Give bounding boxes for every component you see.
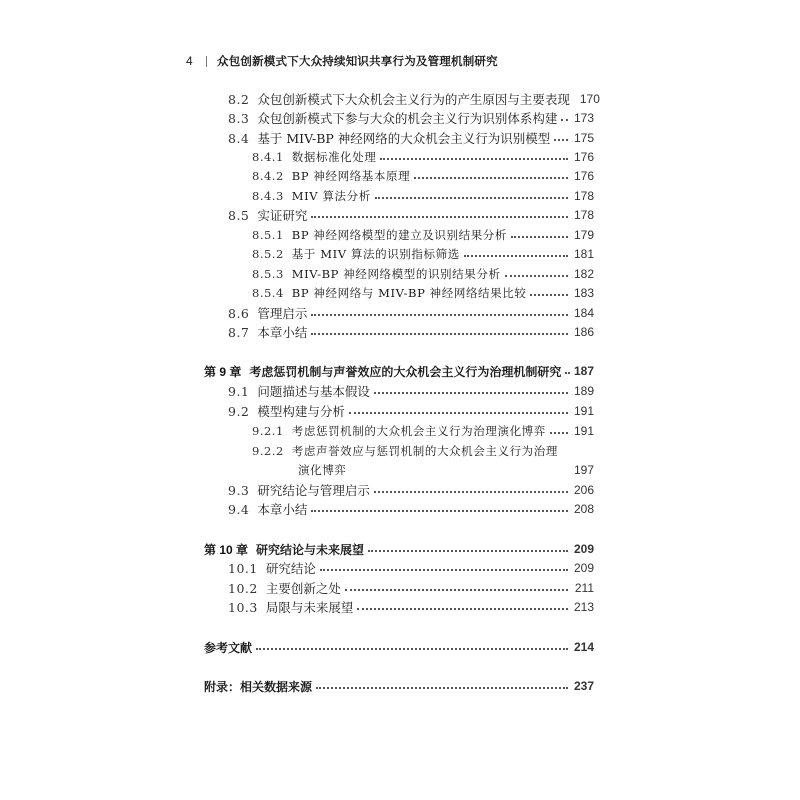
page-ref: 209 (573, 561, 594, 575)
section-number: 9.2 (228, 403, 250, 419)
toc-entry[interactable] (228, 128, 594, 148)
section-title: 考虑惩罚机制的大众机会主义行为治理演化博弈 (291, 424, 546, 438)
leader-dots (374, 380, 568, 394)
page-ref: 187 (573, 364, 594, 378)
references-title: 参考文献 (204, 640, 253, 655)
toc-entry[interactable] (252, 147, 594, 167)
running-header (186, 52, 498, 70)
section-title: 本章小结 (257, 325, 308, 340)
section-number: 10.3 (228, 599, 258, 615)
section-title: MIV 算法分析 (291, 189, 371, 203)
toc-references[interactable] (204, 637, 594, 657)
section-title: MIV-BP 神经网络模型的识别结果分析 (291, 267, 501, 281)
leader-dots (561, 107, 568, 121)
section-title: 研究结论与管理启示 (257, 483, 370, 498)
section-number: 9.3 (228, 482, 250, 498)
chapter-title: 研究结论与未来展望 (256, 542, 365, 557)
toc-entry[interactable] (252, 441, 594, 461)
leader-dots (505, 263, 568, 277)
page-ref: 197 (573, 463, 594, 477)
toc-entry[interactable] (228, 205, 594, 225)
leader-dots (311, 498, 568, 512)
section-number: 8.4 (228, 130, 250, 146)
toc-entry[interactable] (252, 186, 594, 206)
page-ref: 183 (573, 286, 594, 300)
section-number: 8.4.1 (252, 150, 284, 164)
section-number: 8.5.1 (252, 228, 284, 242)
page-ref: 206 (573, 483, 594, 497)
page-ref: 209 (573, 542, 594, 556)
leader-dots (464, 243, 568, 257)
leader-dots (565, 360, 568, 374)
page-ref: 173 (573, 111, 594, 125)
section-title: 研究结论 (265, 561, 316, 576)
page-ref: 208 (573, 502, 594, 516)
page-ref: 214 (573, 640, 594, 654)
page-ref: 178 (573, 189, 594, 203)
leader-dots (256, 636, 568, 650)
section-title: 众包创新模式下大众机会主义行为的产生原因与主要表现 (257, 92, 570, 107)
section-title: 主要创新之处 (265, 581, 341, 596)
section-number: 9.2.1 (252, 424, 284, 438)
leader-dots (345, 577, 568, 591)
chapter-number: 第 10 章 (204, 542, 249, 557)
toc-entry[interactable] (228, 381, 594, 401)
page-ref: 184 (573, 306, 594, 320)
toc-chapter-9[interactable] (204, 361, 594, 381)
section-title: BP 神经网络模型的建立及识别结果分析 (291, 228, 508, 242)
section-title: 演化博弈 (298, 463, 347, 477)
leader-dots (550, 420, 568, 434)
toc-entry[interactable] (228, 597, 594, 617)
section-title: 实证研究 (257, 208, 308, 223)
leader-dots (414, 165, 568, 179)
leader-dots (368, 538, 568, 552)
page-ref: 179 (573, 228, 594, 242)
toc-entry[interactable] (252, 166, 594, 186)
leader-dots (380, 146, 568, 160)
section-title: 基于 MIV-BP 神经网络的大众机会主义行为识别模型 (257, 131, 551, 146)
section-number: 8.5 (228, 207, 250, 223)
section-number: 9.4 (228, 501, 250, 517)
toc-entry[interactable] (228, 322, 594, 342)
leader-dots (311, 321, 568, 335)
toc-entry[interactable] (228, 89, 600, 109)
page-ref: 191 (573, 424, 594, 438)
section-title: 考虑声誉效应与惩罚机制的大众机会主义行为治理 (291, 444, 558, 458)
leader-dots (349, 400, 568, 414)
leader-dots (311, 302, 568, 316)
header-divider (206, 56, 207, 67)
section-number: 10.1 (228, 560, 258, 576)
section-number: 8.5.3 (252, 267, 284, 281)
section-number: 8.4.2 (252, 169, 284, 183)
section-number: 8.3 (228, 110, 250, 126)
leader-dots (511, 224, 568, 238)
toc-entry[interactable] (252, 264, 594, 284)
leader-dots (357, 596, 568, 610)
page-ref: 189 (573, 384, 594, 398)
toc-entry[interactable] (252, 225, 594, 245)
leader-spacer (562, 441, 568, 453)
leader-dots (375, 185, 568, 199)
page-ref: 170 (579, 92, 600, 106)
page-ref: 211 (574, 581, 594, 595)
toc-entry[interactable] (228, 480, 594, 500)
section-number: 8.5.2 (252, 247, 284, 261)
toc-entry[interactable] (252, 421, 594, 441)
section-number: 8.5.4 (252, 286, 284, 300)
leader-dots (320, 557, 568, 571)
toc-chapter-10[interactable] (204, 539, 594, 559)
leader-spacer (350, 460, 568, 472)
page-ref: 191 (573, 404, 594, 418)
page-number: 4 (186, 54, 193, 68)
section-title: 模型构建与分析 (257, 404, 345, 419)
page-ref: 237 (573, 679, 594, 693)
page-ref: 186 (573, 325, 594, 339)
chapter-title: 考虑惩罚机制与声誉效应的大众机会主义行为治理机制研究 (249, 364, 562, 379)
leader-dots (530, 282, 568, 296)
appendix-title: 附录：相关数据来源 (204, 679, 313, 694)
page-ref: 182 (573, 267, 594, 281)
section-title: 众包创新模式下参与大众的机会主义行为识别体系构建 (257, 111, 558, 126)
section-number: 10.2 (228, 580, 258, 596)
section-title: BP 神经网络与 MIV-BP 神经网络结果比较 (291, 286, 527, 300)
toc-entry[interactable] (228, 108, 594, 128)
toc-entry[interactable] (228, 499, 594, 519)
section-title: BP 神经网络基本原理 (291, 169, 411, 183)
chapter-number: 第 9 章 (204, 364, 242, 379)
toc-entry[interactable] (228, 578, 594, 598)
section-title: 本章小结 (257, 502, 308, 517)
leader-dots (554, 127, 568, 141)
section-number: 8.4.3 (252, 189, 284, 203)
toc-entry[interactable] (252, 283, 594, 303)
section-title: 管理启示 (257, 306, 308, 321)
leader-dots (311, 204, 568, 218)
leader-dots (374, 479, 568, 493)
toc-entry[interactable] (228, 401, 594, 421)
page-ref: 213 (573, 600, 594, 614)
page-ref: 181 (573, 247, 594, 261)
page-ref: 178 (573, 208, 594, 222)
toc-entry-continued[interactable] (298, 460, 594, 480)
section-number: 9.1 (228, 383, 250, 399)
section-title: 数据标准化处理 (291, 150, 377, 164)
book-title: 众包创新模式下大众持续知识共享行为及管理机制研究 (217, 54, 498, 68)
toc-entry[interactable] (252, 244, 594, 264)
section-number: 9.2.2 (252, 444, 284, 458)
toc-entry[interactable] (228, 303, 594, 323)
leader-dots (316, 675, 568, 689)
page-ref: 176 (573, 169, 594, 183)
section-title: 局限与未来展望 (265, 600, 354, 615)
section-title: 基于 MIV 算法的识别指标筛选 (291, 247, 460, 261)
section-number: 8.6 (228, 305, 250, 321)
section-title: 问题描述与基本假设 (257, 384, 370, 399)
section-number: 8.2 (228, 91, 250, 107)
section-number: 8.7 (228, 324, 250, 340)
toc-appendix[interactable] (204, 676, 594, 696)
page-ref: 175 (573, 131, 594, 145)
toc-entry[interactable] (228, 558, 594, 578)
page-ref: 176 (573, 150, 594, 164)
